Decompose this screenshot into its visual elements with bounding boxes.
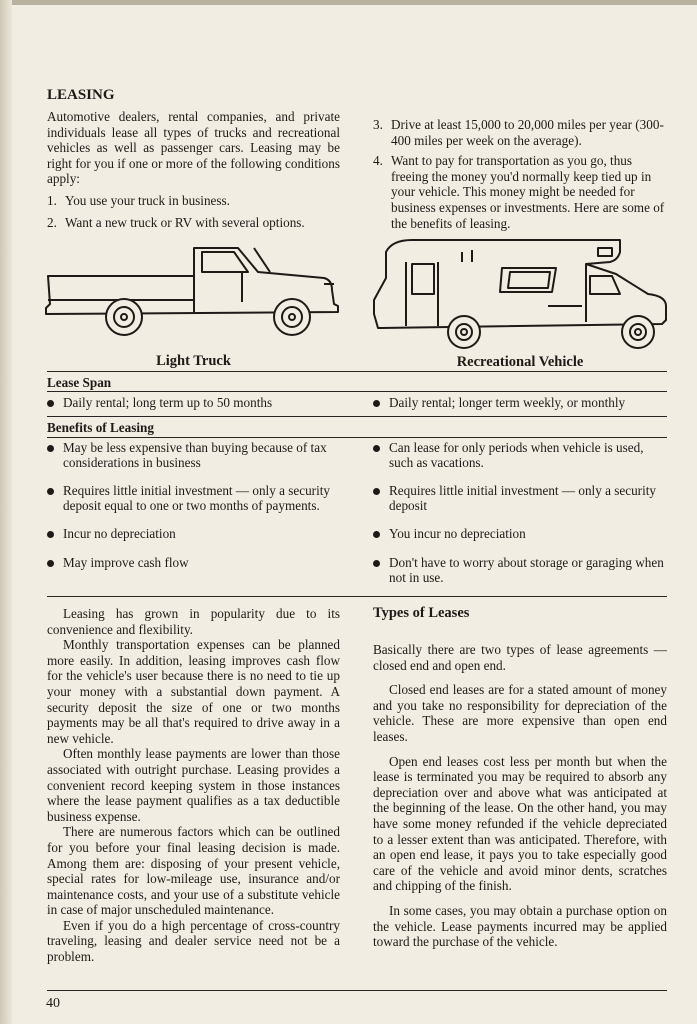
condition-text: Drive at least 15,000 to 20,000 miles per year (300-400 miles per week on the average). — [391, 117, 664, 148]
bullet-item — [373, 484, 667, 513]
body-paragraph: There are numerous factors which can be outlined for you before your final leasing decision is made. Among them are: disposing of your present vehicle, special rates for low-mileage use, insurance and/or maintenance costs, and your use of a substitute vehicle in case of major unscheduled maintenance. — [47, 824, 340, 918]
conditions-list-left — [47, 193, 340, 230]
bullet-item — [373, 441, 667, 470]
body-paragraph: Often monthly lease payments are lower than those associated with outright purchase. Leasing provides a convenient record keeping system in those instances where the lease payment qualifies as a tax deductible business expense. — [47, 746, 340, 824]
condition-number: 3. — [373, 117, 383, 132]
bullet-icon — [47, 445, 54, 452]
bullet-text: Daily rental; long term up to 50 months — [63, 395, 273, 410]
light-truck-caption: Light Truck — [156, 353, 231, 369]
bullet-icon — [47, 488, 54, 495]
bullet-icon — [373, 560, 380, 567]
condition-item — [373, 117, 669, 148]
divider — [47, 990, 667, 991]
lease-span-label: Lease Span — [47, 375, 112, 390]
bullet-icon — [47, 400, 54, 407]
condition-text: Want a new truck or RV with several options. — [65, 214, 305, 230]
bullet-text: May be less expensive than buying because of tax considerations in business — [63, 440, 327, 470]
body-paragraph: Leasing has grown in popularity due to its convenience and flexibility. — [47, 606, 340, 637]
bullet-icon — [47, 531, 54, 538]
bullet-text: You incur no depreciation — [389, 526, 526, 542]
types-of-leases-column — [373, 642, 667, 950]
bullet-item — [47, 527, 339, 542]
bullet-text: Requires little initial investment — only a security deposit — [389, 483, 656, 513]
bullet-item — [47, 396, 340, 411]
page-title: LEASING — [47, 87, 115, 103]
condition-number: 4. — [373, 153, 383, 169]
condition-item — [47, 193, 340, 209]
bullet-text: Don't have to worry about storage or garaging when not in use. — [389, 554, 664, 585]
body-paragraph: Open end leases cost less per month but when the lease is terminated you may be required to absorb any depreciation over and above what was anticipated at the beginning of the lease. On the other hand, you may have some money refunded if the vehicle depreciated to a lesser extent than was anticipated. Therefore, with an open end lease, it pays you to take especially good care of the vehicle and avoid minor dents, scratches and chipping of the finish. — [373, 753, 667, 894]
body-left-column — [47, 606, 340, 965]
bullet-text: Can lease for only periods when vehicle is used, such as vacations. — [389, 440, 644, 470]
condition-number: 2. — [47, 214, 57, 230]
bullet-item — [373, 556, 667, 585]
divider — [47, 416, 667, 417]
bullet-item — [373, 396, 667, 411]
bullet-icon — [373, 400, 380, 407]
bullet-item — [373, 527, 667, 542]
benefits-left-list — [47, 441, 339, 571]
bullet-icon — [373, 488, 380, 495]
light-truck-illustration — [42, 242, 342, 338]
condition-text: Want to pay for transportation as you go, thus freeing the money you'd normally keep tied up in your vehicle. This money might be needed for business expenses or investments. Here are some of the benefits of leasing. — [391, 153, 665, 231]
page-gutter — [0, 0, 12, 1024]
bullet-icon — [373, 531, 380, 538]
conditions-column-right — [373, 117, 669, 231]
intro-paragraph: Automotive dealers, rental companies, and private individuals lease all types of trucks and recreational vehicles as well as passenger cars. Leasing may be right for you if one or more of the following conditions apply: — [47, 109, 340, 187]
bullet-text: Daily rental; longer term weekly, or monthly — [389, 395, 626, 410]
bullet-icon — [373, 445, 380, 452]
bullet-icon — [47, 560, 54, 567]
divider — [47, 437, 667, 438]
intro-column — [47, 109, 340, 230]
lease-span-left — [47, 396, 340, 411]
body-paragraph: In some cases, you may obtain a purchase option on the vehicle. Lease payments incurred may be applied toward the purchase of the vehicle. — [373, 902, 667, 950]
recreational-vehicle-caption: Recreational Vehicle — [456, 354, 584, 370]
divider — [47, 371, 667, 372]
types-of-leases-heading: Types of Leases — [373, 605, 470, 621]
bullet-item — [47, 484, 339, 513]
body-paragraph: Basically there are two types of lease agreements — closed end and open end. — [373, 642, 667, 673]
body-paragraph: Closed end leases are for a stated amount of money and you take no responsibility for depreciation of the vehicle. These are more expensive than open end leases. — [373, 682, 667, 744]
bullet-text: Requires little initial investment — only a security deposit equal to one or two months of payments. — [63, 483, 330, 513]
bullet-text: Incur no depreciation — [63, 526, 176, 542]
page-top-edge — [0, 0, 697, 5]
bullet-item — [47, 441, 339, 470]
conditions-list-right — [373, 117, 669, 231]
condition-text: You use your truck in business. — [65, 192, 230, 208]
recreational-vehicle-illustration — [372, 234, 670, 352]
divider — [47, 596, 667, 597]
bullet-item — [47, 556, 339, 571]
bullet-text: May improve cash flow — [63, 554, 189, 570]
benefits-label: Benefits of Leasing — [47, 420, 154, 435]
condition-number: 1. — [47, 192, 57, 208]
benefits-right-list — [373, 441, 667, 585]
divider — [47, 391, 667, 392]
condition-item — [373, 153, 669, 231]
page-number: 40 — [46, 996, 60, 1011]
condition-item — [47, 215, 340, 231]
body-paragraph: Even if you do a high percentage of cross-country traveling, leasing and dealer service need not be a problem. — [47, 917, 340, 965]
lease-span-right — [373, 396, 667, 411]
body-paragraph: Monthly transportation expenses can be planned more easily. In addition, leasing improves cash flow for the vehicle's user because there is no need to tie up your money with a substantial down payment. A security deposit the size of one or two months payments may be all that's required to drive away in a new vehicle. — [47, 637, 340, 746]
